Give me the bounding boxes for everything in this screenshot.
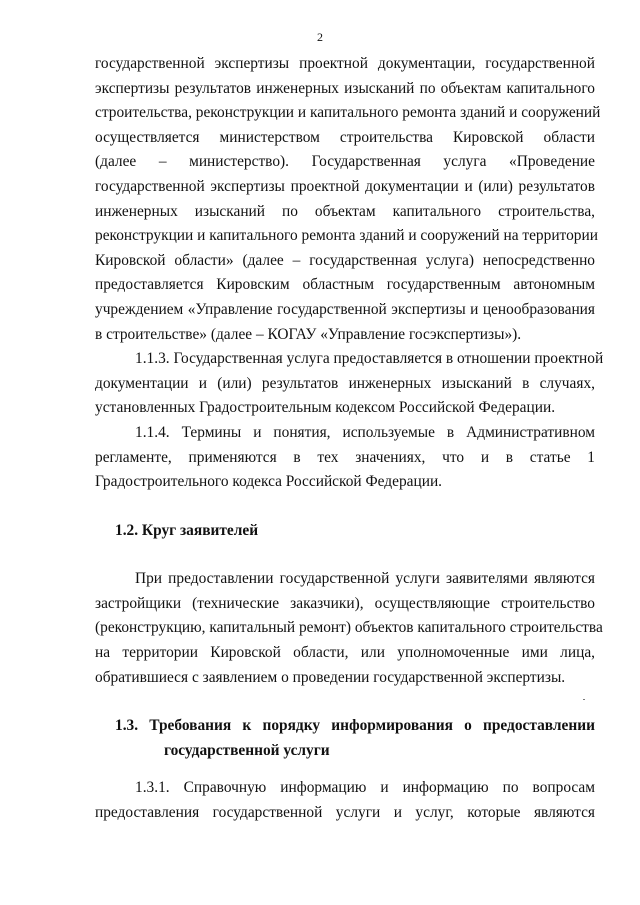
text-line: (далее – министерство). Государственная услуга «Проведение <box>95 153 595 171</box>
text-line: предоставляется Кировским областным государственным автономным <box>95 276 595 294</box>
text-line: государственной экспертизы проектной документации, государственной <box>95 55 595 72</box>
text-line: 1.3.1. Справочную информацию и информацию по вопросам <box>135 779 595 797</box>
text-line: государственной экспертизы проектной документации и (или) результатов <box>95 177 595 195</box>
text-line: экспертизы результатов инженерных изысканий по объектам капитального <box>95 79 595 97</box>
text-line: регламенте, применяются в тех значениях, что и в статье 1 <box>95 448 595 466</box>
text-line: учреждением «Управление государственной экспертизы и ценообразования <box>95 300 595 318</box>
text-line: документации и (или) результатов инженерных изысканий в случаях, <box>95 374 595 392</box>
text-line: осуществляется министерством строительства Кировской области <box>95 128 595 146</box>
section-heading: 1.3. Требования к порядку информирования о предоставлении <box>115 717 595 735</box>
paragraph-1-1-3 <box>95 347 604 421</box>
spacer <box>95 690 595 714</box>
text-line: на территории Кировской области, или уполномоченные ими лица, <box>95 644 595 662</box>
paragraph-expertise-authority <box>95 52 601 347</box>
text-line: реконструкции и капитального ремонта зданий и сооружений на территории <box>95 227 598 245</box>
text-line: предоставления государственной услуги и услуг, которые являются <box>95 804 595 822</box>
text-line: в строительстве» (далее – КОГАУ «Управление госэкспертизы»). <box>95 325 522 343</box>
text-line: инженерных изысканий по объектам капитального строительства, <box>95 202 595 220</box>
section-heading-1-3 <box>95 714 595 763</box>
paragraph-1-3-1 <box>95 776 595 825</box>
scan-speck <box>583 699 585 700</box>
text-line: (реконструкцию, капитальный ремонт) объектов капитального строительства <box>95 619 603 637</box>
section-heading: 1.2. Круг заявителей <box>115 521 259 539</box>
text-line: строительства, реконструкции и капитального ремонта зданий и сооружений <box>95 104 601 122</box>
text-line: застройщики (технические заказчики), осуществляющие строительство <box>95 594 595 612</box>
text-line: 1.1.3. Государственная услуга предоставляется в отношении проектной <box>135 350 604 368</box>
text-line: При предоставлении государственной услуги заявителями являются <box>135 570 595 588</box>
paragraph-1-1-4 <box>95 421 595 495</box>
document-body <box>95 52 604 826</box>
text-line: обратившиеся с заявлением о проведении государственной экспертизы. <box>95 668 566 686</box>
text-line: установленных Градостроительным кодексом Российской Федерации. <box>95 399 556 417</box>
section-heading-1-2 <box>95 519 595 544</box>
text-line: 1.1.4. Термины и понятия, используемые в Административном <box>135 423 595 441</box>
text-line: Градостроительного кодекса Российской Федерации. <box>95 473 443 491</box>
page-number: 2 <box>317 30 323 44</box>
paragraph-applicants <box>95 567 603 690</box>
spacer <box>95 763 595 776</box>
spacer <box>95 495 595 519</box>
spacer <box>95 543 595 567</box>
text-line: Кировской области» (далее – государственная услуга) непосредственно <box>95 251 595 269</box>
section-heading-continuation: государственной услуги <box>164 741 330 759</box>
